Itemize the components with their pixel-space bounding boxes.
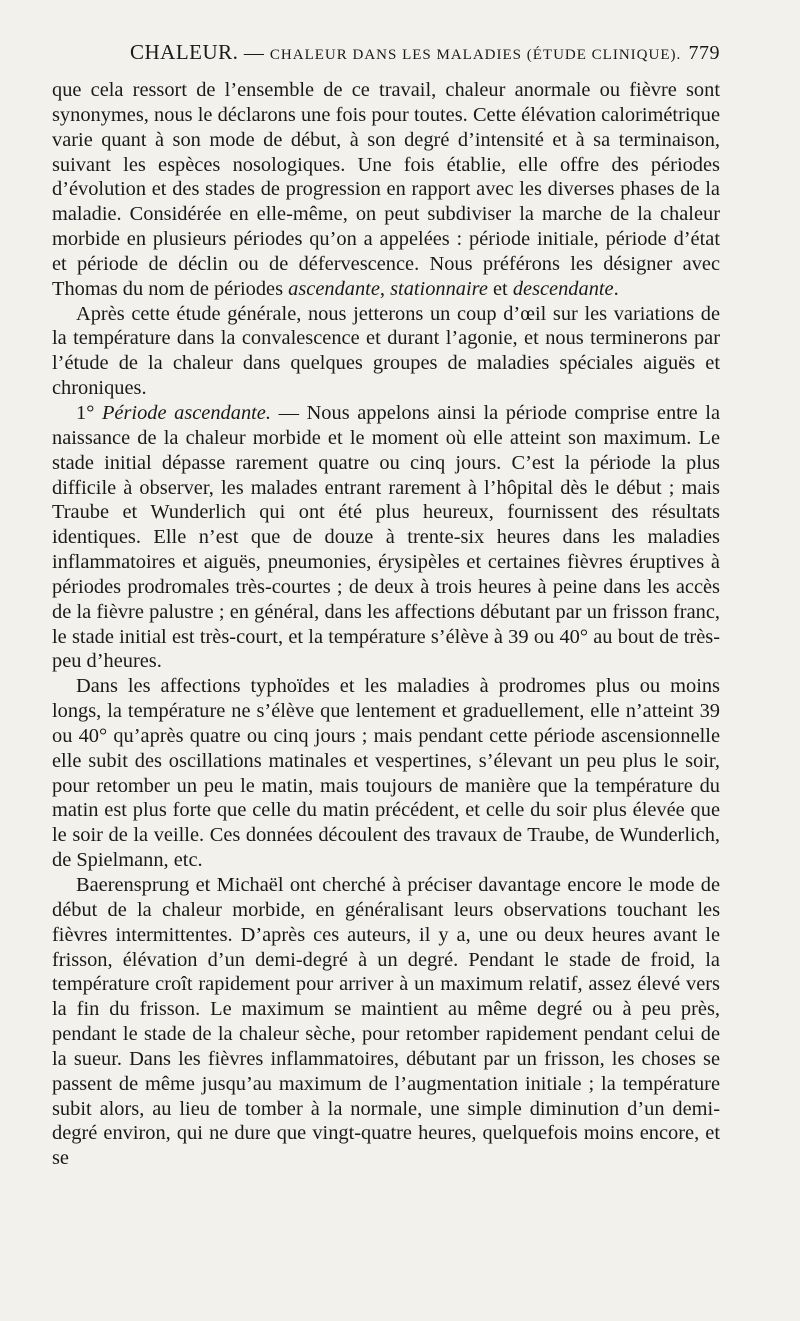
paragraph <box>52 674 720 873</box>
text-run: Baerensprung et Michaël ont cherché à préciser davantage encore le mode de début de la chaleur morbide, en généralisant leurs observations touchant les fièvres intermittentes. D’après ces auteurs, il y a, une ou deux heures avant le frisson, élévation d’un demi-degré à un degré. Pendant le stade de froid, la température croît rapidement pour arriver à un maximum relatif, assez élevé vers la fin du frisson. Le maximum se maintient au même degré ou à peu près, pendant le stade de la chaleur sèche, pour retomber rapidement pendant celui de la sueur. Dans les fièvres inflammatoires, débutant par un frisson, les choses se passent de même jusqu’au maximum de l’augmentation initiale ; la température subit alors, au lieu de tomber à la normale, une simple diminution d’un demi-degré environ, qui ne dure que vingt-quatre heures, quelquefois moins encore, et se <box>52 874 720 1170</box>
italic-text: Période ascendante. <box>101 401 271 424</box>
paragraph <box>52 302 720 401</box>
page-number: 779 <box>688 42 720 64</box>
italic-text: ascendante <box>288 277 380 300</box>
text-run: et <box>487 277 513 300</box>
running-header <box>52 40 720 78</box>
paragraph <box>52 873 720 1171</box>
text-run: Après cette étude générale, nous jetterons un coup d’œil sur les variations de la température dans la convalescence et durant l’agonie, et nous terminerons par l’étude de la chaleur dans quelques groupes de maladies spéciales aiguës et chroniques. <box>52 302 720 400</box>
running-title-main: CHALEUR. <box>130 40 239 64</box>
paragraph <box>52 401 720 674</box>
text-run: que cela ressort de l’ensemble de ce travail, chaleur anormale ou fièvre sont synonymes, nous le déclarons une fois pour toutes. Cette élévation calorimétrique varie quant à son mode de début, à son degré d’intensité et à sa terminaison, suivant les espèces nosologiques. Une fois établie, elle offre des périodes d’évolution et des stades de progression en rapport avec les diverses phases de la maladie. Considérée en elle-même, on peut subdiviser la marche de la chaleur morbide en plusieurs périodes qu’on a appelées : période initiale, période d’état et période de déclin ou de défervescence. Nous préférons les désigner avec Thomas du nom de périodes <box>52 79 720 300</box>
text-run: 1° <box>76 401 102 424</box>
body-text <box>52 78 720 1171</box>
italic-text: descendante <box>512 277 614 300</box>
paragraph <box>52 78 720 302</box>
italic-text: stationnaire <box>390 277 488 300</box>
text-run: — Nous appelons ainsi la période comprise entre la naissance de la chaleur morbide et le moment où elle atteint son maximum. Le stade initial dépasse rarement quatre ou cinq jours. C’est la période la plus difficile à observer, les malades entrant rarement à l’hôpital dès le début ; mais Traube et Wunderlich qui ont été plus heureux, fournissent des résultats identiques. Elle n’est que de douze à trente-six heures dans les maladies inflammatoires et aiguës, pneumonies, érysipèles et certaines fièvres éruptives à périodes prodromales très-courtes ; de deux à trois heures à peine dans les accès de la fièvre palustre ; en général, dans les affections débutant par un frisson franc, le stade initial est très-court, et la température s’élève à 39 ou 40° au bout de très-peu d’heures. <box>52 401 720 673</box>
running-title <box>52 40 681 65</box>
running-title-sub: CHALEUR DANS LES MALADIES (ÉTUDE CLINIQUE). <box>269 47 682 63</box>
text-run: , <box>379 277 391 300</box>
text-run: Dans les affections typhoïdes et les maladies à prodromes plus ou moins longs, la température ne s’élève que lentement et graduellement, elle n’atteint 39 ou 40° qu’après quatre ou cinq jours ; mais pendant cette période ascensionnelle elle subit des oscillations matinales et vespertines, s’élevant un peu plus le soir, pour retomber un peu le matin, mais toujours de manière que la température du matin est plus forte que celle du matin précédent, et celle du soir plus élevée que le soir de la veille. Ces données découlent des travaux de Traube, de Wunderlich, de Spielmann, etc. <box>52 675 720 872</box>
running-title-dash: — <box>238 42 270 64</box>
text-run: . <box>613 277 619 300</box>
book-page <box>52 40 720 1171</box>
